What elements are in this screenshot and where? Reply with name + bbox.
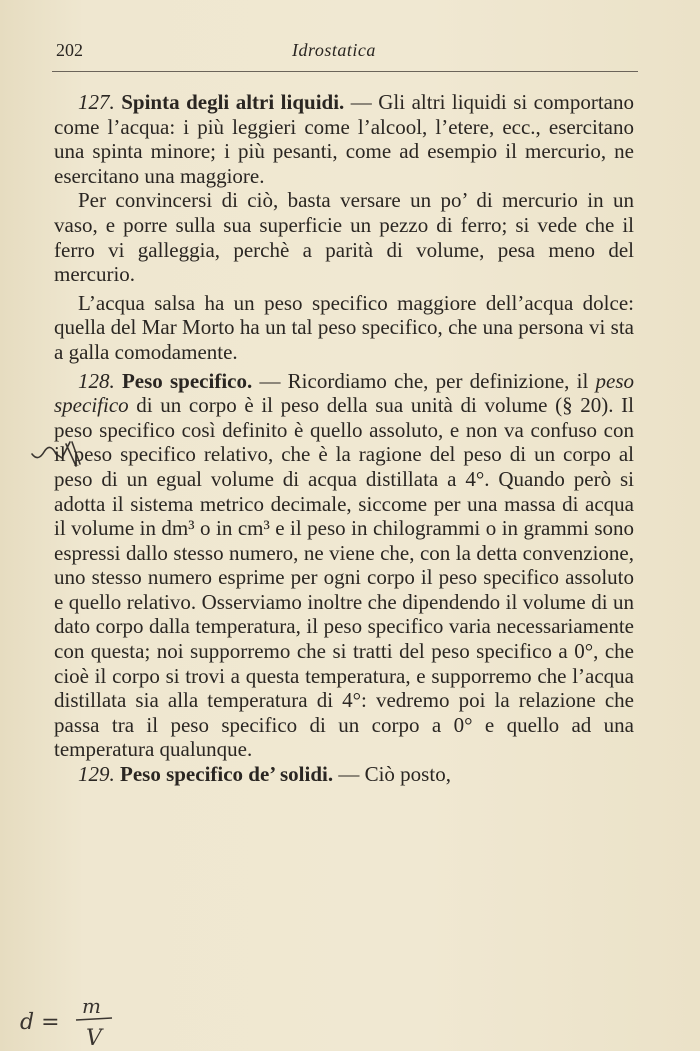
section-129-lead: — Ciò posto, — [333, 762, 451, 787]
section-129-paragraph — [54, 762, 634, 787]
formula-fraction-bar — [76, 1018, 112, 1020]
section-128-number: 128. — [78, 368, 115, 393]
section-127-paragraph-3: L’acqua salsa ha un peso specifico maggiore dell’acqua dolce: quella del Mar Morto ha un tal peso specifico, che una persona vi sta a galla comodamente. — [54, 290, 634, 364]
section-127-paragraph — [54, 90, 634, 188]
section-127-number: 127. — [78, 90, 115, 114]
page-number: 202 — [56, 40, 83, 60]
running-title: Idrostatica — [292, 40, 376, 60]
section-128-emphasis: peso specifico — [54, 368, 634, 418]
section-129-number: 129. — [78, 762, 115, 787]
formula-numerator: m — [82, 994, 101, 1018]
page-header — [52, 36, 638, 64]
section-127-paragraph-2: Per convincersi di ciò, basta versare un po’ di mercurio in un vaso, e porre sulla sua superficie un pezzo di ferro; si vede che il ferro vi galleggia, perchè a parità di volume, pesa meno del mercurio. — [54, 188, 634, 287]
header-rule — [52, 71, 638, 72]
section-128-lead-rest: di un corpo è il peso della sua unità di volume (§ 20). Il peso specifico così definito è quello assoluto, e non va confuso con il peso specifico relativo, che è la ragione del peso di un corpo al peso di un egual volume di acqua distillata a 4°. Quando però si adotta il sistema metrico decimale, siccome per una massa di acqua il volume in dm³ o in cm³ e il peso in chilogrammi o in grammi sono espressi dallo stesso numero, ne viene che, con la detta convenzione, uno stesso numero esprime per ogni corpo il peso specifico assoluto e quello relativo. Osserviamo inoltre che dipendendo il volume di un dato corpo dalla temperatura, il peso specifico varia necessariamente con questa; noi supporremo che si tratti del peso specifico a 0°, che cioè il corpo si trovi a questa temperatura, e supporremo che l’acqua distillata sia alla temperatura di 4°: vedremo poi la relazione che passa tra il peso specifico di un corpo a 0° e quello ad una temperatura qualunque. — [54, 393, 634, 762]
section-127-title: Spinta degli altri liquidi. — [121, 90, 345, 114]
section-128-paragraph — [54, 369, 634, 763]
section-129-title: Peso specifico de’ solidi. — [120, 762, 334, 787]
body-text — [54, 90, 634, 787]
formula-left: d = — [20, 1010, 60, 1035]
section-128-title: Peso specifico. — [121, 368, 253, 393]
section-128-lead-start: — Ricordiamo che, per definizione, il — [252, 368, 596, 393]
handwritten-formula — [16, 993, 126, 1051]
section-127-lead: — Gli altri liquidi si comportano come l’acqua: i più leggieri come l’alcool, l’etere, ecc., esercitano una spinta minore; i più pesanti, come ad esempio il mercurio, ne esercitano una maggiore. — [54, 90, 634, 188]
formula-denominator: V — [86, 1026, 102, 1051]
